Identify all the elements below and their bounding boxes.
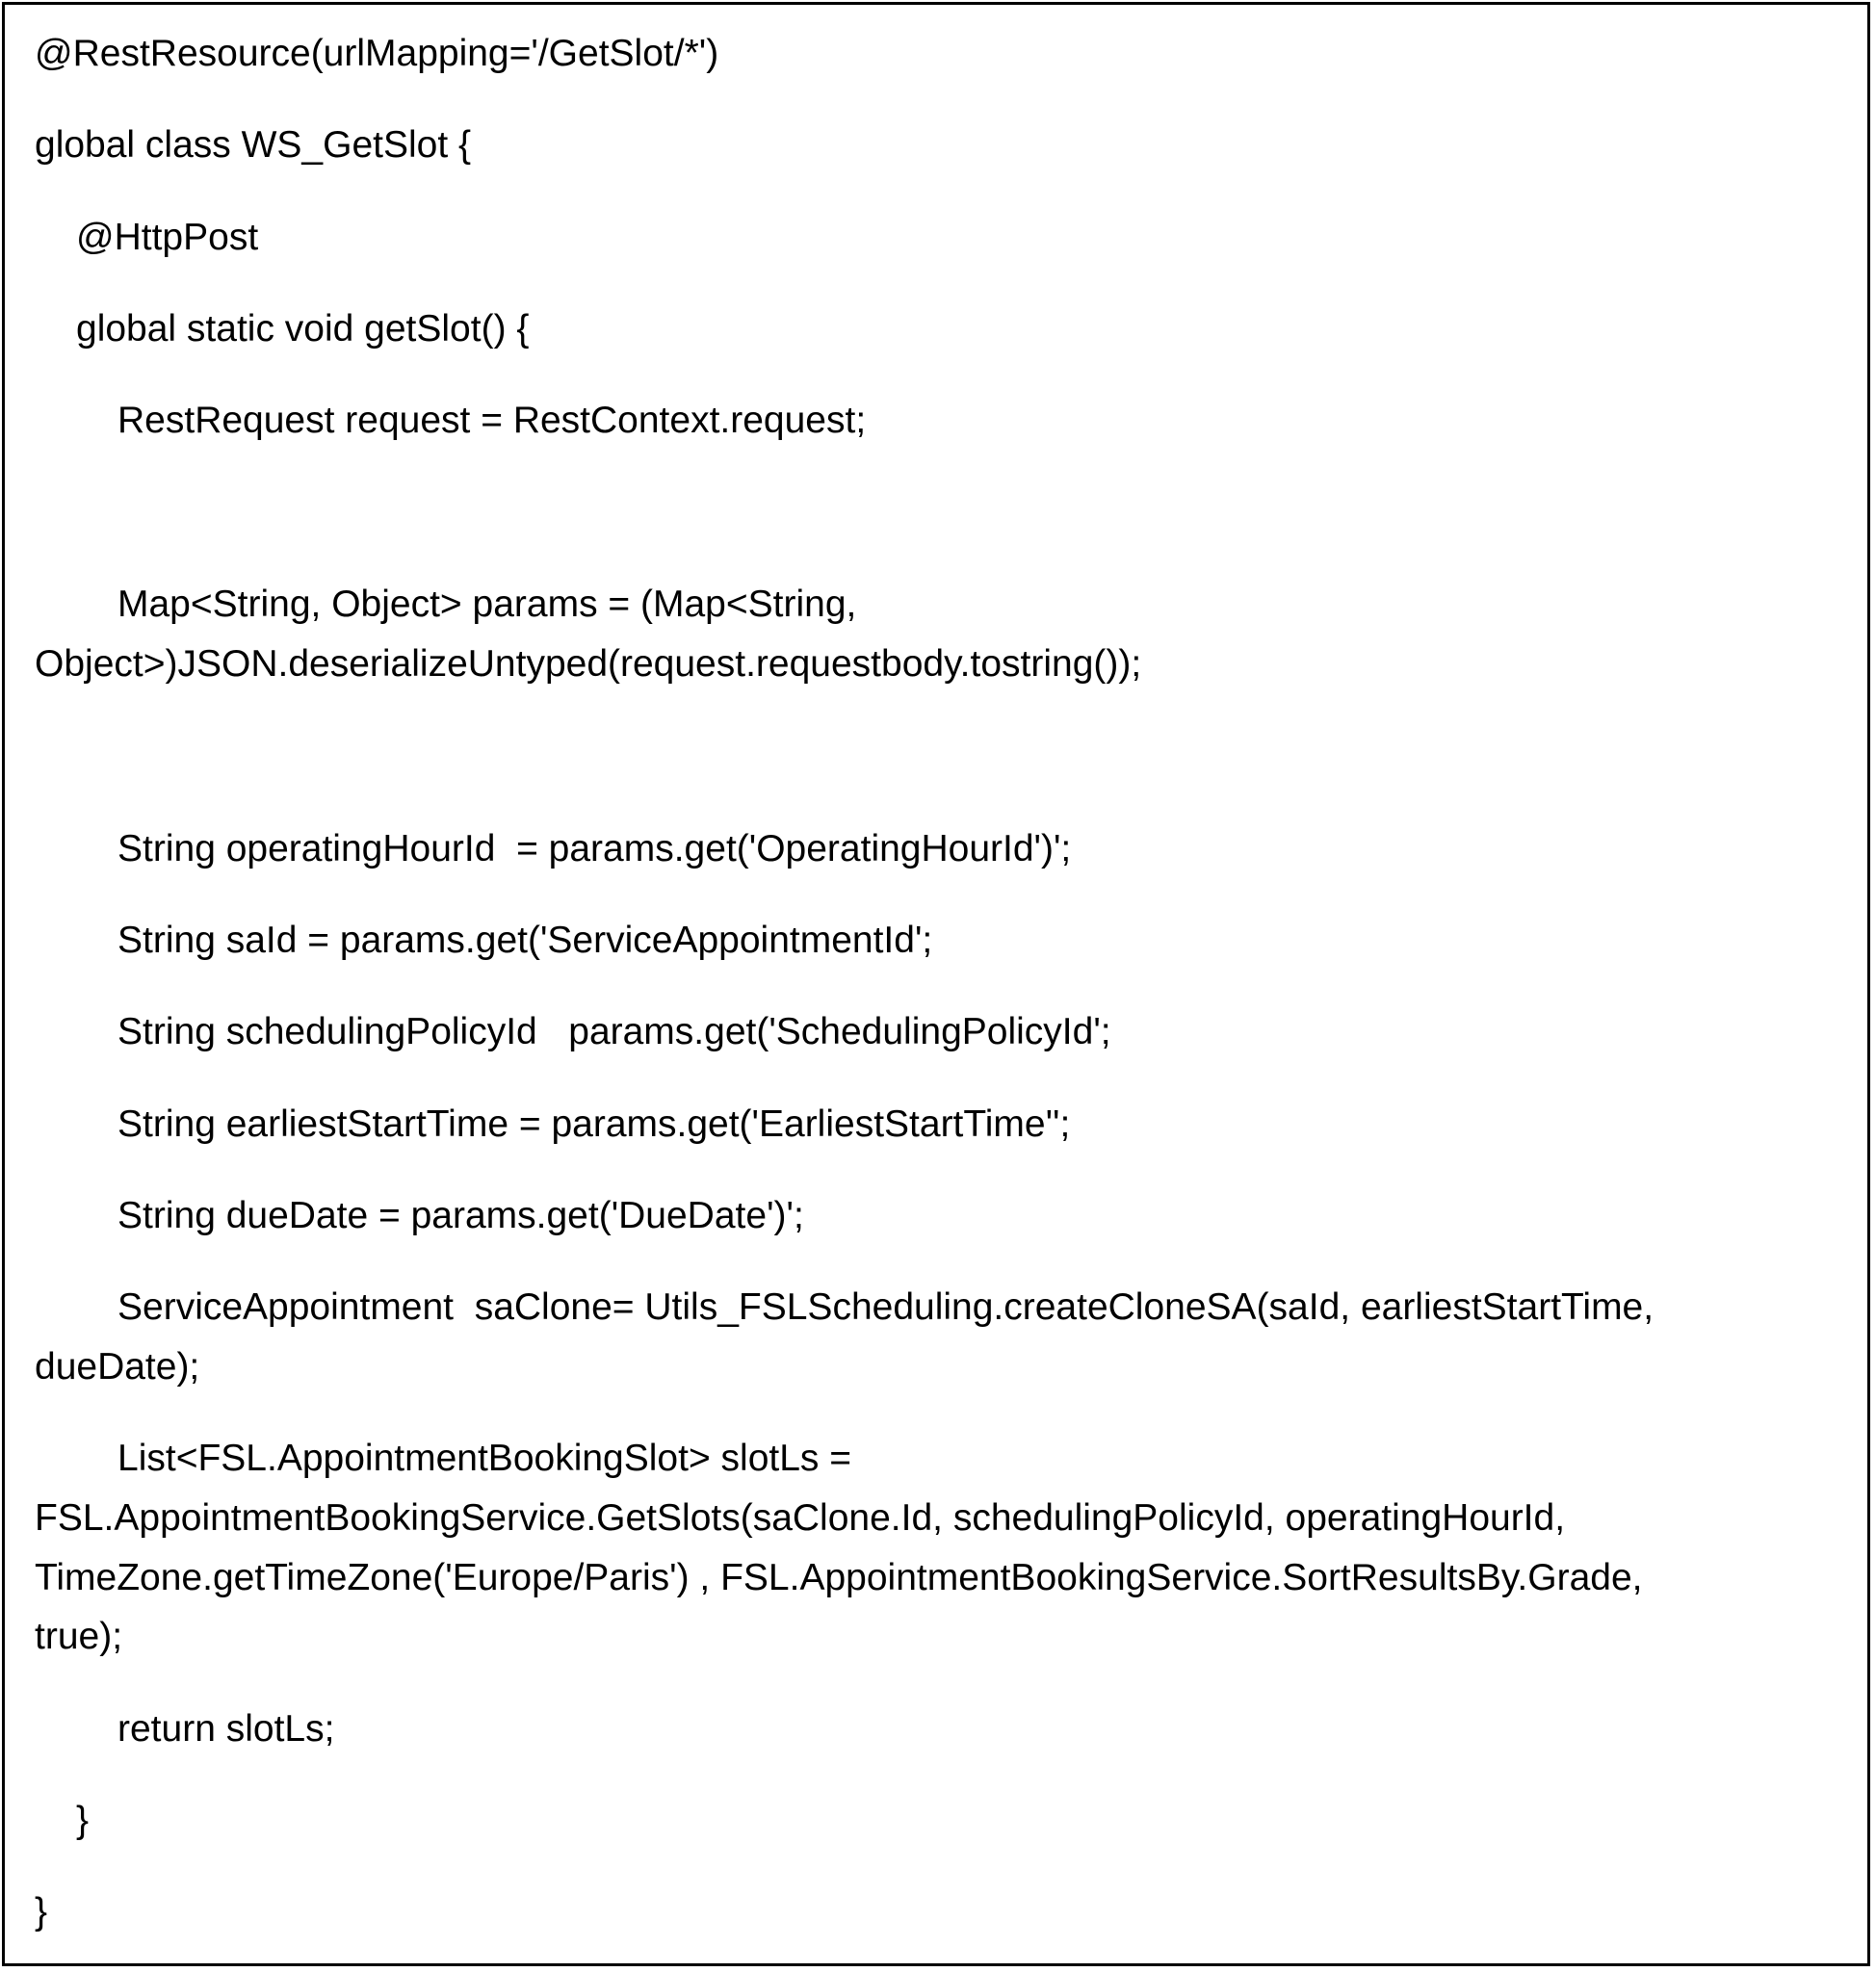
code-line-class-close-brace: } — [35, 1891, 48, 1933]
code-line-operating-hour-id: String operatingHourId = params.get('OperatingHourId')'; — [117, 828, 1072, 869]
code-line-params-map-continued: Object>)JSON.deserializeUntyped(request.requestbody.tostring()); — [35, 643, 1142, 685]
code-line-method-declaration: global static void getSlot() { — [76, 308, 530, 350]
code-line-get-slots-end: true); — [35, 1616, 123, 1657]
code-line-earliest-start-time: String earliestStartTime = params.get('EarliestStartTime''; — [117, 1103, 1071, 1145]
code-line-get-slots-call: FSL.AppointmentBookingService.GetSlots(saClone.Id, schedulingPolicyId, operatingHourId, — [35, 1497, 1566, 1539]
code-line-sa-clone: ServiceAppointment saClone= Utils_FSLScheduling.createCloneSA(saId, earliestStartTime, — [117, 1286, 1655, 1328]
code-line-class-declaration: global class WS_GetSlot { — [35, 124, 472, 166]
code-line-sa-id: String saId = params.get('ServiceAppointmentId'; — [117, 920, 933, 961]
code-line-annotation-rest-resource: @RestResource(urlMapping='/GetSlot/*') — [35, 33, 719, 74]
code-line-due-date: String dueDate = params.get('DueDate')'; — [117, 1195, 804, 1236]
code-document-frame — [2, 2, 1870, 1966]
code-line-sa-clone-continued: dueDate); — [35, 1346, 200, 1388]
code-line-return: return slotLs; — [117, 1708, 335, 1750]
code-line-rest-request: RestRequest request = RestContext.request; — [117, 400, 867, 441]
code-line-method-close-brace: } — [76, 1800, 90, 1841]
code-line-annotation-http-post: @HttpPost — [76, 217, 259, 258]
code-line-params-map: Map<String, Object> params = (Map<String, — [117, 584, 857, 625]
code-line-slot-list: List<FSL.AppointmentBookingSlot> slotLs = — [117, 1438, 852, 1479]
code-line-get-slots-timezone: TimeZone.getTimeZone('Europe/Paris') , FSL.AppointmentBookingService.SortResultsBy.Grade, — [35, 1557, 1643, 1598]
code-line-scheduling-policy-id: String schedulingPolicyId params.get('SchedulingPolicyId'; — [117, 1011, 1111, 1052]
